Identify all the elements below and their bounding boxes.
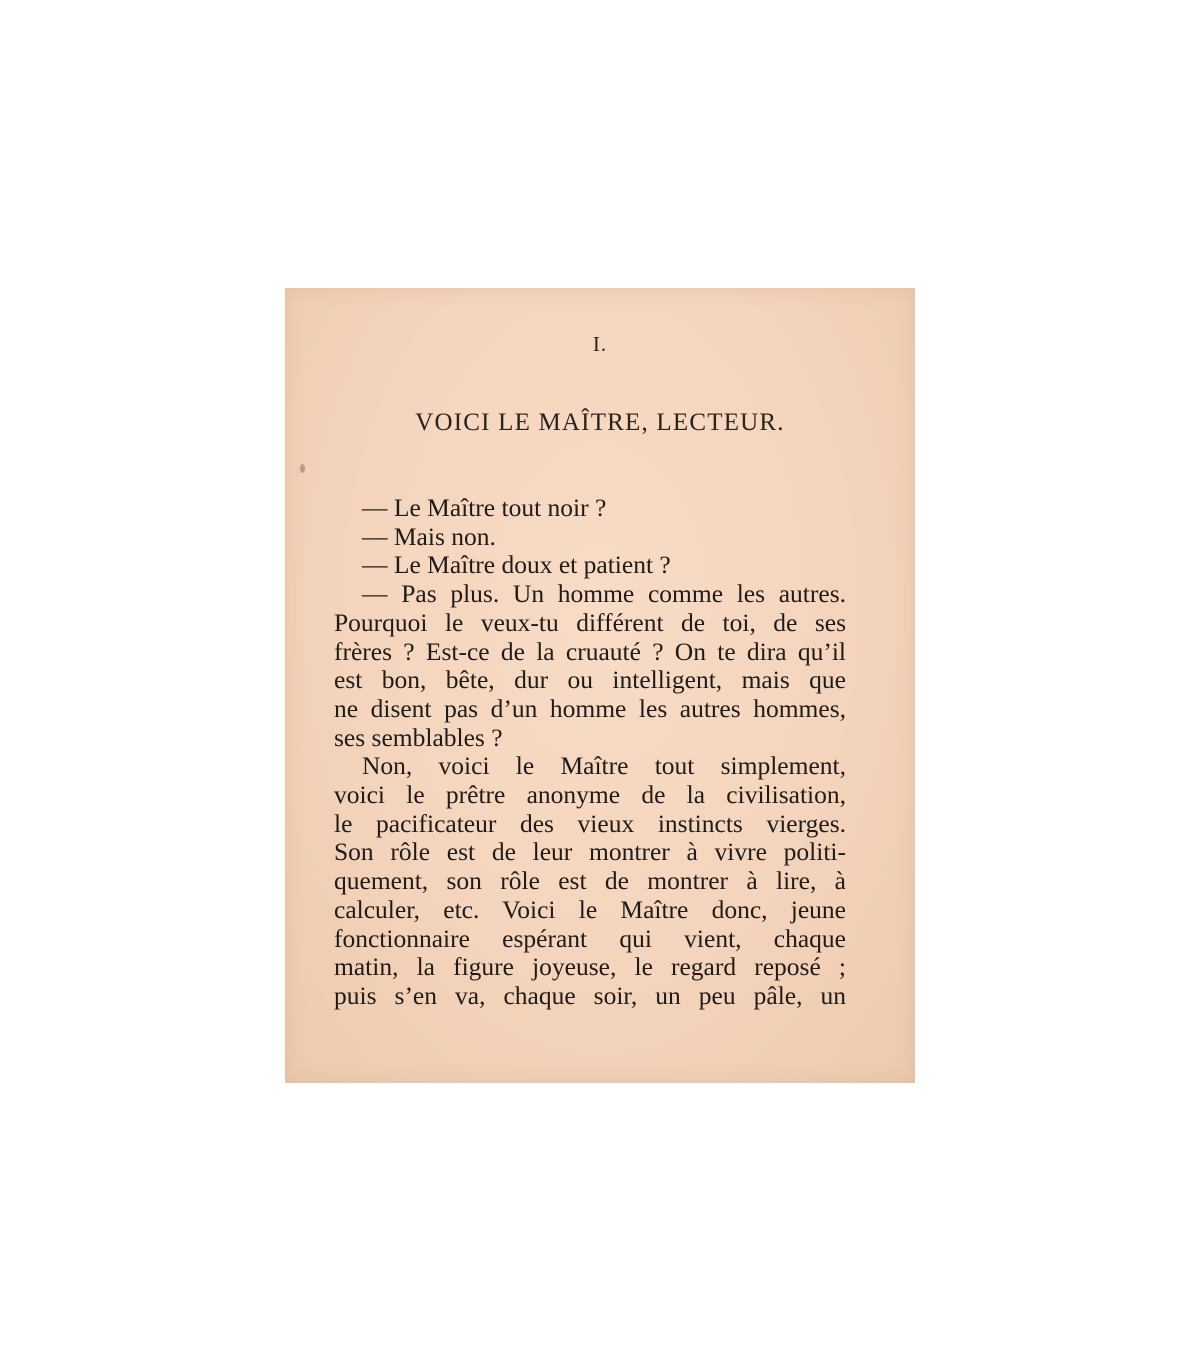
text-line: est bon, bête, dur ou intelligent, mais que [334,665,846,695]
text-line: — Le Maître doux et patient ? [362,550,671,580]
text-line: ne disent pas d’un homme les autres hommes, [334,693,846,723]
text-line: puis s’en va, chaque soir, un peu pâle, un [334,980,846,1010]
text-line: matin, la figure joyeuse, le regard reposé ; [334,952,846,982]
chapter-title: VOICI LE MAÎTRE, LECTEUR. [415,409,785,436]
text-line: — Le Maître tout noir ? [362,493,607,522]
chapter-number: I. [592,332,608,356]
text-line: voici le prêtre anonyme de la civilisation, [334,780,846,810]
text-line: frères ? Est-ce de la cruauté ? On te dira qu’il [334,636,846,666]
text-line: Pourquoi le veux-tu différent de toi, de ses [334,607,846,637]
text-line: ses semblables ? [334,722,503,752]
text-line: calculer, etc. Voici le Maître donc, jeune [334,894,846,924]
text-line: Non, voici le Maître tout simplement, [362,751,846,781]
text-line: le pacificateur des vieux instincts vierges. [334,808,846,838]
ink-smudge [300,464,305,473]
text-line: fonctionnaire espérant qui vient, chaque [334,923,846,953]
text-line: — Pas plus. Un homme comme les autres. [362,579,846,609]
text-line: Son rôle est de leur montrer à vivre politi- [334,837,846,867]
text-line: — Mais non. [362,521,496,551]
body-text [334,494,846,1011]
text-line: quement, son rôle est de montrer à lire, à [334,866,846,896]
